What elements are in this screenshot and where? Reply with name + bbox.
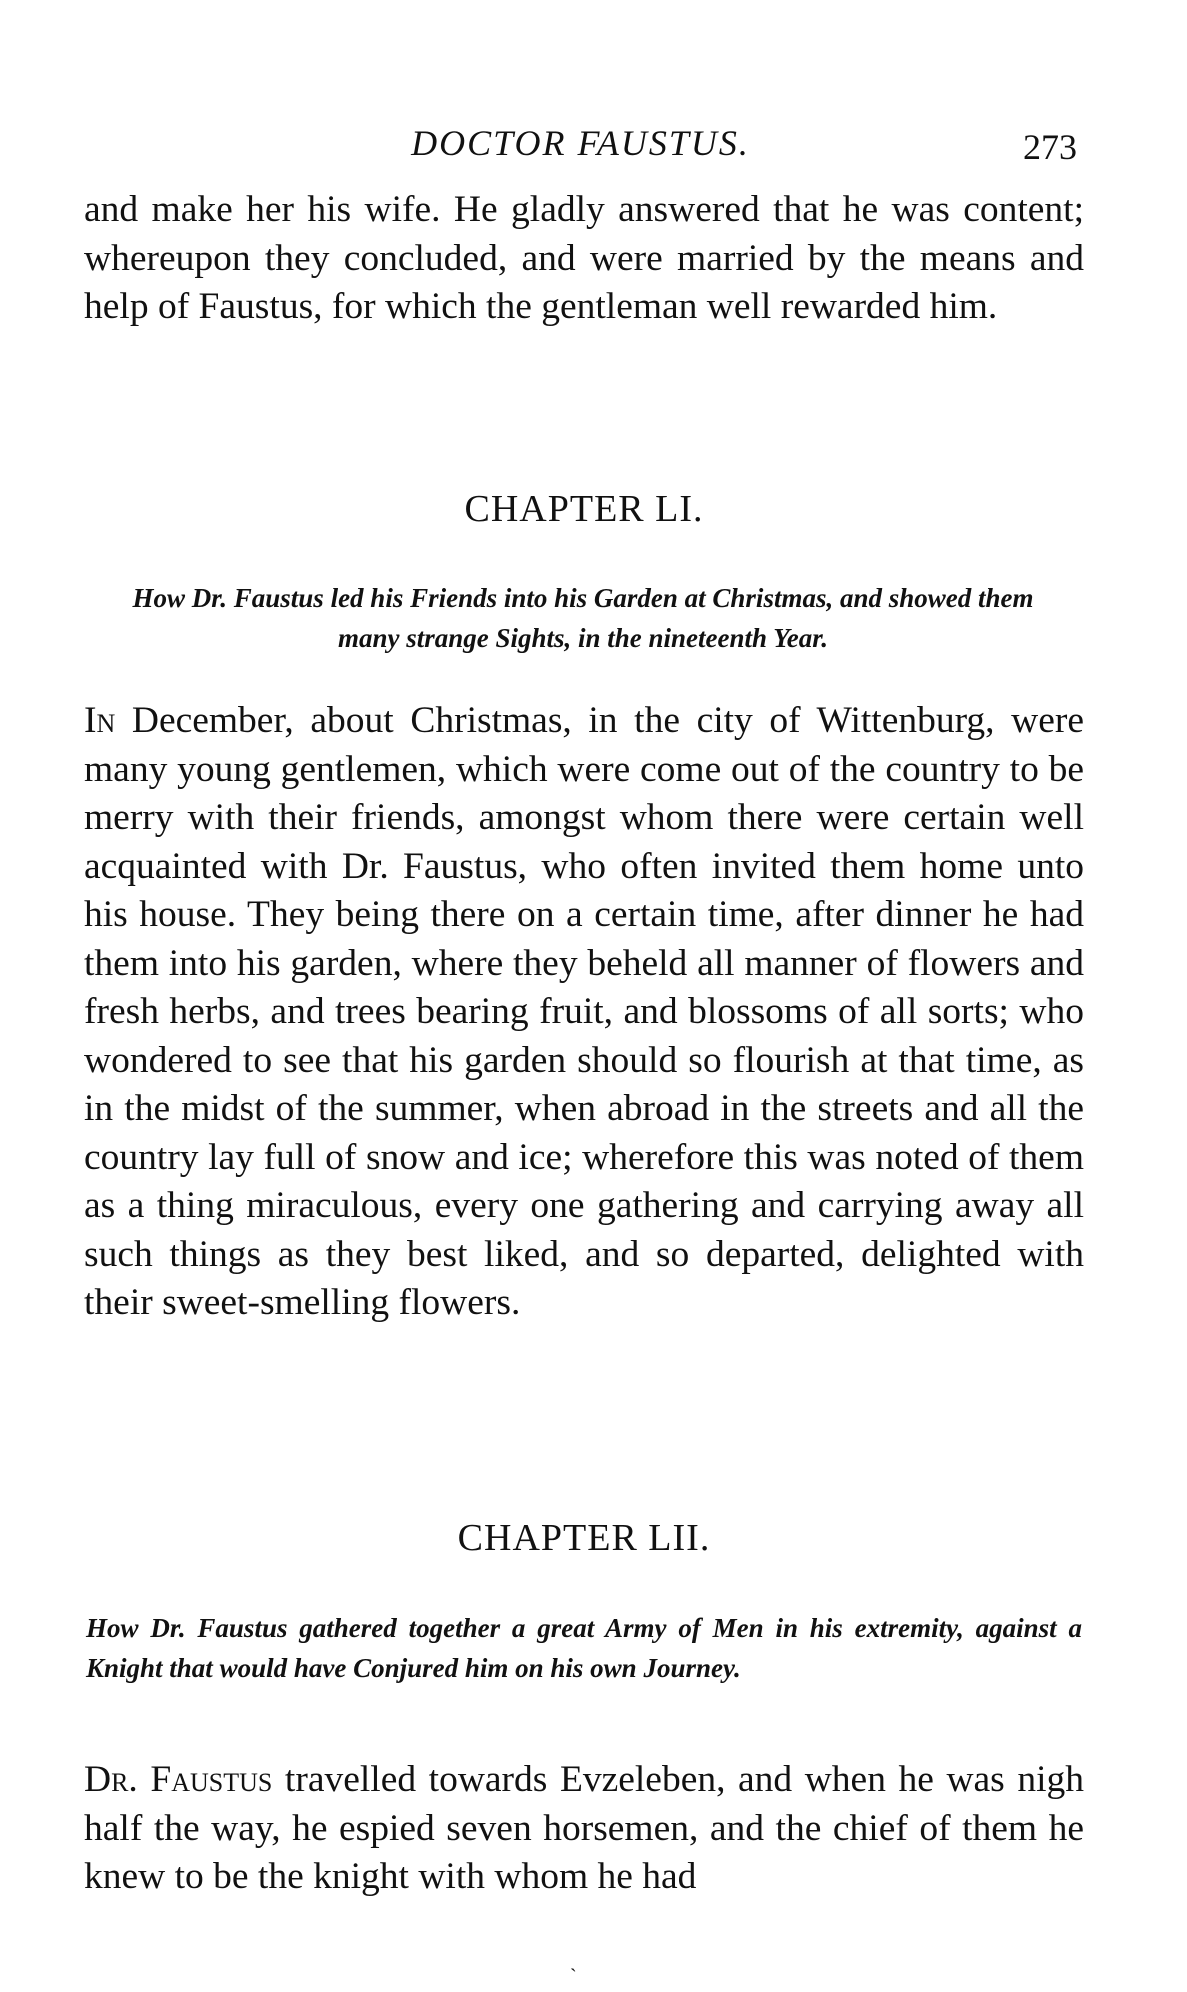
chapter-52-body-text: travelled towards Evzeleben, and when he was nigh half the way, he espied seven horsemen, and the chief of them he knew to be the knight with whom he had (84, 1759, 1085, 1897)
chapter-52-lead-dr: Dr. (84, 1759, 138, 1800)
chapter-51-paragraph (84, 697, 1084, 1328)
chapter-51-heading: CHAPTER LI. (464, 488, 704, 530)
running-title: DOCTOR FAUSTUS. (411, 123, 750, 163)
opening-paragraph-block (84, 186, 1084, 332)
chapter-52-paragraph (84, 1756, 1084, 1902)
chapter-51-subtitle: How Dr. Faustus led his Friends into his Garden at Christmas, and showed them many strange Sights, in the nineteenth Year. (132, 583, 1034, 653)
opening-paragraph: and make her his wife. He gladly answered that he was content; whereupon they concluded, and were married by the means and help of Faustus, for which the gentleman well rewarded him. (84, 189, 1084, 327)
chapter-51-lead-word: In (84, 700, 116, 741)
chapter-52-subtitle: How Dr. Faustus gathered together a great Army of Men in his extremity, against a Knight that would have Conjured him on his own Journey. (86, 1613, 1082, 1683)
chapter-52-heading: CHAPTER LII. (457, 1517, 711, 1559)
chapter-52-lead-faustus: Faustus (150, 1759, 273, 1800)
chapter-51-body-text: December, about Christmas, in the city of Wittenburg, were many young gentlemen, which were come out of the country to be merry with their friends, amongst whom there were certain well acquainted with Dr. Faustus, who often invited them home unto his house. They being there on a certain time, after dinner he had them into his garden, where they beheld all manner of flowers and fresh herbs, and trees bearing fruit, and blossoms of all sorts; who wondered to see that his garden should so flourish at that time, as in the midst of the summer, when abroad in the streets and all the country lay full of snow and ice; wherefore this was noted of them as a thing miraculous, every one gathering and carrying away all such things as they best liked, and so departed, delighted with their sweet-smelling flowers. (84, 700, 1084, 1323)
chapter-52-body-block (84, 1756, 1084, 1902)
chapter-51-body-block (84, 697, 1084, 1328)
page-number: 273 (1023, 127, 1077, 167)
running-header (84, 122, 1077, 170)
printer-mark: ˎ (570, 1950, 577, 1972)
